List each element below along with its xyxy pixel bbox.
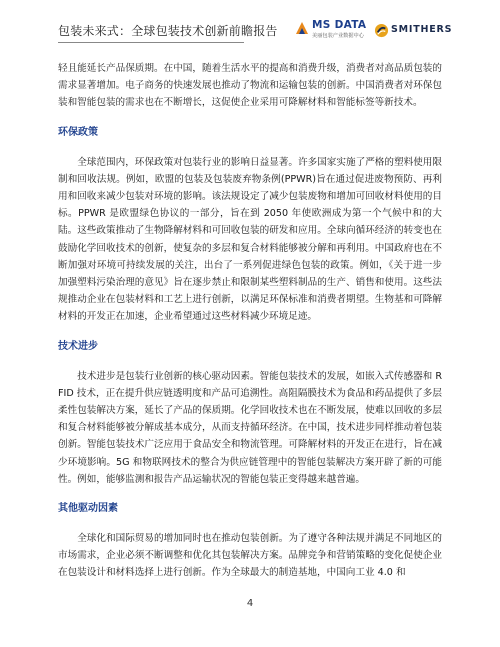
smithers-logo-name: SMITHERS: [391, 24, 453, 35]
ms-data-logo: [294, 19, 367, 43]
section-paragraph-technology-progress: 技术进步是包装行业创新的核心驱动因素。智能包装技术的发展，如嵌入式传感器和 RFID 技术，正在提升供应链透明度和产品可追溯性。高阻隔膜技术为食品和药品提供了多层柔性包装解决方案，延长了产品的保质期。化学回收技术也在不断发展，使难以回收的多层和复合材料能够被分解成基本成分，从而支持循环经济。在中国，技术进步同样推动着包装创新。智能包装技术广泛应用于食品安全和物流管理。可降解材料的开发正在进行，旨在减少环境影响。5G 和物联网技术的整合为供应链管理中的智能包装解决方案开辟了新的可能性。例如，能够监测和报告产品运输状况的智能包装正变得越来越普遍。: [58, 370, 442, 485]
smithers-logo: [374, 21, 454, 43]
page-number: 4: [246, 598, 254, 609]
header-rule: [58, 42, 244, 43]
section-heading-technology-progress: 技术进步: [58, 340, 98, 352]
ms-data-logo-name: MS DATA: [312, 19, 367, 31]
section-heading-environmental-policy: 环保政策: [58, 126, 98, 138]
section-heading-other-drivers: 其他驱动因素: [58, 503, 118, 515]
intro-paragraph: 轻且能延长产品保质期。在中国，随着生活水平的提高和消费升级，消费者对高品质包装的需求显著增加。电子商务的快速发展也推动了物流和运输包装的创新。中国消费者对环保包装和智能包装的需求也在不断增长，这促使企业采用可降解材料和智能标签等新技术。: [58, 63, 442, 109]
ms-data-logo-subtitle: 美丽包装产业数据中心: [312, 33, 364, 39]
section-paragraph-other-drivers: 全球化和国际贸易的增加同时也在推动包装创新。为了遵守各种法规并满足不同地区的市场需求，企业必须不断调整和优化其包装解决方案。品牌竞争和营销策略的变化促使企业在包装设计和材料选择上进行创新。作为全球最大的制造基地，中国向工业 4.0 和: [58, 533, 442, 579]
page-header: [0, 0, 500, 52]
smithers-logo-icon: [374, 23, 389, 38]
report-title: 包装未来式：全球包装技术创新前瞻报告: [58, 24, 278, 38]
ms-data-logo-icon: [294, 20, 310, 36]
section-paragraph-environmental-policy: 全球范围内，环保政策对包装行业的影响日益显著。许多国家实施了严格的塑料使用限制和回收法规。例如，欧盟的包装及包装废弃物条例(PPWR)旨在通过促进废物预防、再利用和回收来减少包装对环境的影响。该法规设定了减少包装废物和增加可回收材料使用的目标。PPWR 是欧盟绿色协议的一部分，旨在到 2050 年使欧洲成为第一个气候中和的大陆。这些政策推动了生物降解材料和可回收包装的研发和应用。全球向循环经济的转变也在鼓励化学回收技术的创新，使复杂的多层和复合材料能够被分解和再利用。中国政府也在不断加强对环境可持续发展的关注，出台了一系列促进绿色包装的政策。例如，《关于进一步加强塑料污染治理的意见》旨在逐步禁止和限制某些塑料制品的生产、销售和使用。这些法规推动企业在包装材料和工艺上进行创新，以满足环保标准和消费者期望。生物基和可降解材料的开发正在加速，企业希望通过这些材料减少环境足迹。: [58, 156, 442, 323]
page-content: [58, 60, 442, 582]
